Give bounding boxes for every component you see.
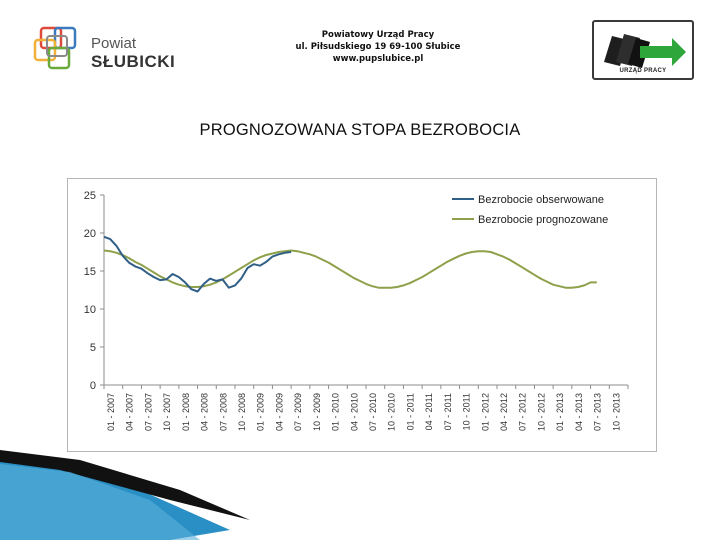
legend-label-forecast: Bezrobocie prognozowane xyxy=(478,214,609,226)
x-tick-label: 07 - 2011 xyxy=(442,393,453,431)
x-tick-label: 07 - 2010 xyxy=(368,393,378,432)
x-tick-label: 01 - 2008 xyxy=(180,393,191,432)
x-tick-label: 10 - 2010 xyxy=(386,393,397,432)
x-tick-label: 07 - 2013 xyxy=(592,393,603,432)
y-tick-label: 10 xyxy=(83,304,96,316)
x-tick-label: 10 - 2007 xyxy=(162,393,173,432)
x-tick-label: 04 - 2011 xyxy=(424,393,435,431)
y-tick-label: 0 xyxy=(89,380,96,392)
x-tick-label: 07 - 2009 xyxy=(293,393,304,432)
x-tick-label: 07 - 2007 xyxy=(143,393,154,432)
legend-label-observed: Bezrobocie obserwowane xyxy=(478,194,604,206)
x-tick-label: 10 - 2011 xyxy=(461,393,472,431)
x-tick-label: 01 - 2013 xyxy=(555,393,566,432)
x-tick-label: 04 - 2008 xyxy=(199,393,210,432)
x-tick-label: 07 - 2012 xyxy=(517,393,528,432)
chart-frame xyxy=(67,178,657,452)
x-tick-label: 01 - 2007 xyxy=(106,393,116,432)
y-axis xyxy=(84,190,104,392)
x-tick-label: 10 - 2012 xyxy=(536,393,547,432)
x-tick-label: 01 - 2012 xyxy=(480,393,491,432)
unemployment-chart xyxy=(68,179,656,451)
x-tick-label: 10 - 2009 xyxy=(311,393,322,432)
forecast-series-line xyxy=(104,251,597,288)
powiat-logo xyxy=(33,18,176,80)
y-tick-label: 25 xyxy=(83,190,96,202)
x-axis xyxy=(104,385,628,431)
y-tick-label: 15 xyxy=(83,266,96,278)
urzad-pracy-logo xyxy=(592,20,694,80)
x-tick-label: 01 - 2010 xyxy=(330,393,341,432)
x-tick-label: 04 - 2007 xyxy=(124,393,135,432)
observed-series-line xyxy=(104,237,291,292)
squares-logo-icon xyxy=(33,18,93,80)
y-tick-label: 20 xyxy=(83,228,96,240)
header-website[interactable]: www.pupslubice.pl xyxy=(332,54,424,64)
legend xyxy=(452,194,608,226)
series-lines xyxy=(104,237,597,292)
page-title: PROGNOZOWANA STOPA BEZROBOCIA xyxy=(199,121,521,139)
x-tick-label: 01 - 2011 xyxy=(405,393,416,431)
logo-line1: Powiat xyxy=(91,35,137,52)
y-tick-label: 5 xyxy=(89,342,96,354)
office-header xyxy=(260,29,496,65)
x-tick-label: 04 - 2010 xyxy=(349,393,360,432)
logo-line2: SŁUBICKI xyxy=(91,52,176,71)
x-tick-label: 04 - 2009 xyxy=(274,393,285,432)
x-tick-label: 10 - 2013 xyxy=(611,393,622,432)
header-address: ul. Piłsudskiego 19 69-100 Słubice xyxy=(295,42,461,52)
x-tick-label: 07 - 2008 xyxy=(218,393,229,432)
x-tick-label: 04 - 2012 xyxy=(499,393,509,432)
x-tick-label: 04 - 2013 xyxy=(573,393,584,432)
decorative-swoosh xyxy=(0,450,330,540)
x-tick-label: 10 - 2008 xyxy=(237,393,247,432)
logo-right-caption: URZĄD PRACY xyxy=(619,68,667,74)
x-tick-label: 01 - 2009 xyxy=(255,393,266,432)
header-office-name: Powiatowy Urząd Pracy xyxy=(321,30,435,40)
